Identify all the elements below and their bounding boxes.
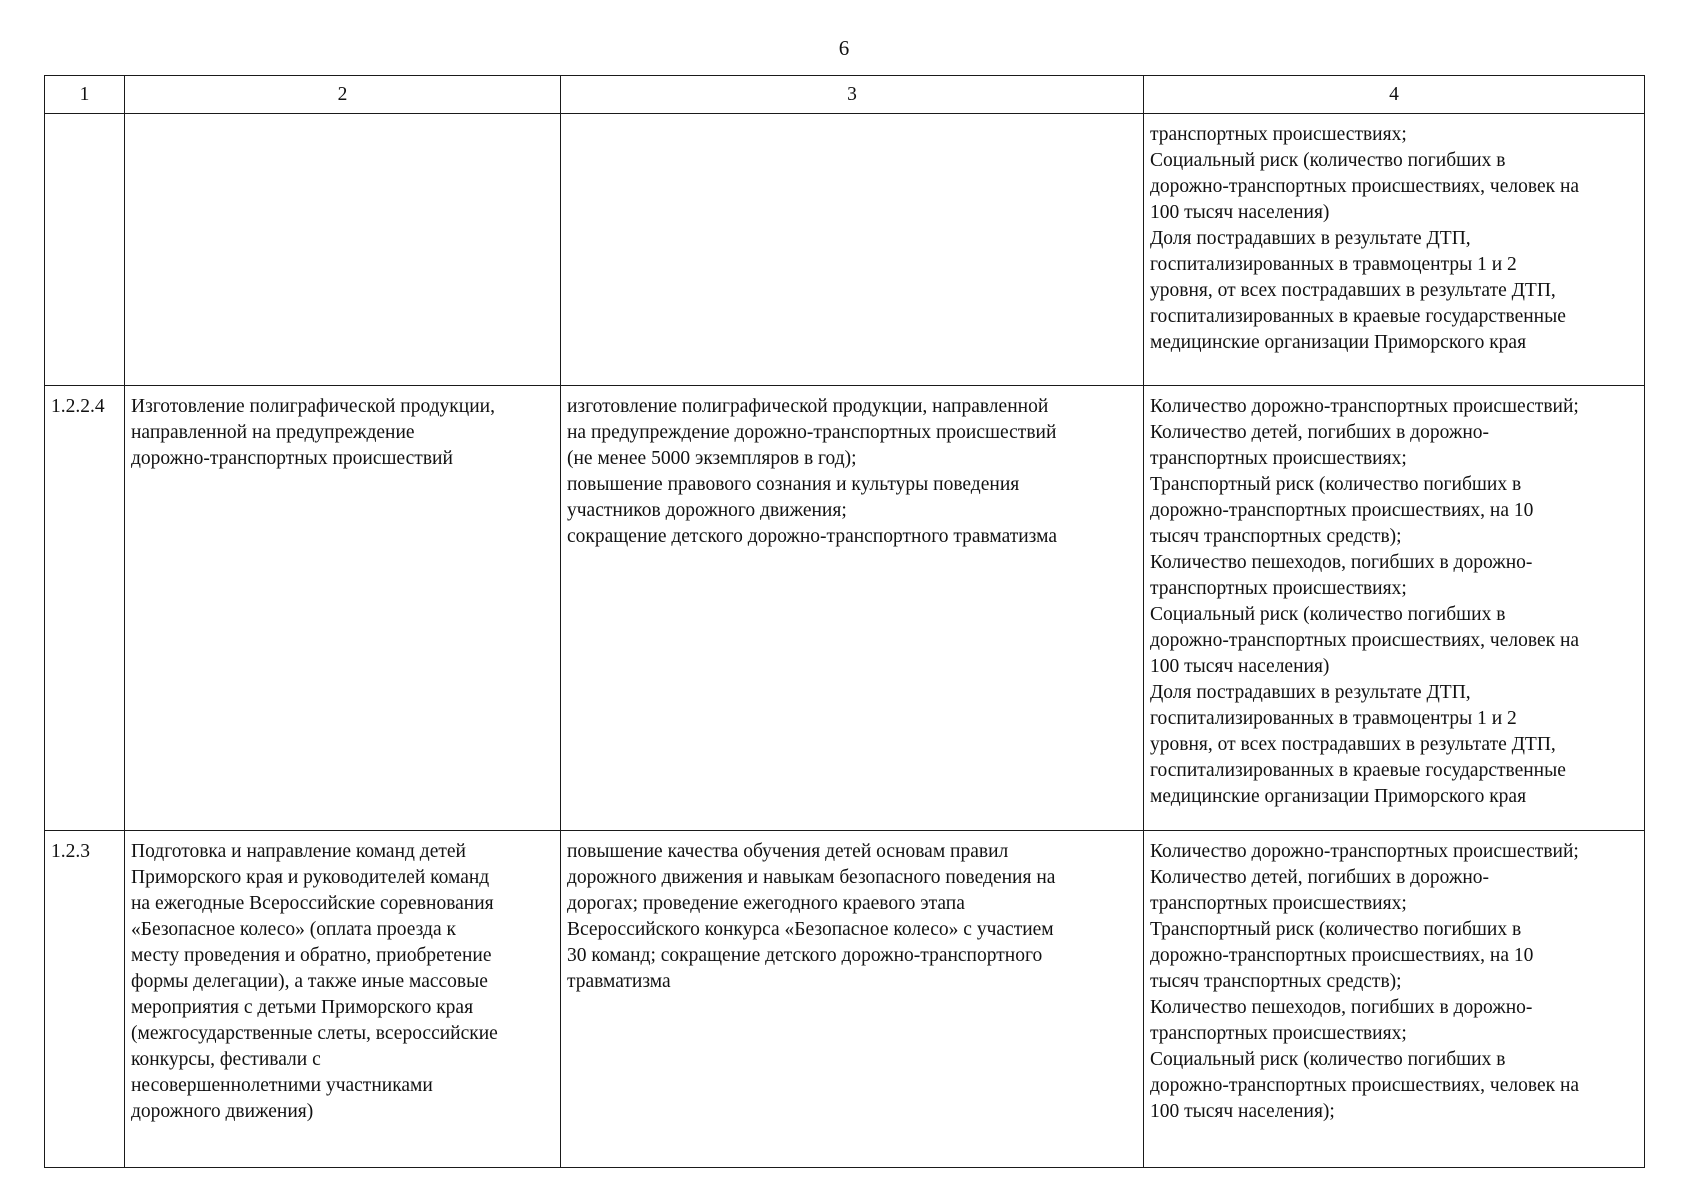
cell-text-line: транспортных происшествиях;	[1150, 1023, 1407, 1044]
cell-text-line: участников дорожного движения;	[567, 500, 847, 521]
table-header-row	[45, 76, 1645, 114]
cell-text-line: сокращение детского дорожно-транспортного травматизма	[567, 526, 1057, 547]
cell-text-line: изготовление полиграфической продукции, направленной	[567, 396, 1049, 417]
column-header-3: 3	[561, 76, 1144, 114]
cell-activity	[125, 386, 561, 831]
cell-text-line: дорожно-транспортных происшествиях, на 10	[1150, 500, 1534, 521]
cell-text-line: Транспортный риск (количество погибших в	[1150, 919, 1522, 940]
cell-text-line: транспортных происшествиях;	[1150, 893, 1407, 914]
table-row	[45, 831, 1645, 1168]
cell-text-line: дорожно-транспортных происшествиях, человек на	[1150, 176, 1580, 197]
cell-text-line: уровня, от всех пострадавших в результате ДТП,	[1150, 734, 1556, 755]
cell-text-line: (не менее 5000 экземпляров в год);	[567, 448, 857, 469]
cell-text-line: госпитализированных в травмоцентры 1 и 2	[1150, 708, 1517, 729]
cell-text-line: Доля пострадавших в результате ДТП,	[1150, 682, 1471, 703]
cell-result	[561, 386, 1144, 831]
cell-text-line: транспортных происшествиях;	[1150, 124, 1407, 145]
cell-activity	[125, 831, 561, 1168]
cell-activity	[125, 114, 561, 386]
cell-text-line: мероприятия с детьми Приморского края	[131, 997, 474, 1018]
cell-text-line: Приморского края и руководителей команд	[131, 867, 490, 888]
cell-text-line: медицинские организации Приморского края	[1150, 786, 1527, 807]
column-header-2: 2	[125, 76, 561, 114]
page-number: 6	[838, 36, 850, 60]
program-activities-table	[44, 75, 1645, 1168]
cell-indicators	[1144, 386, 1645, 831]
cell-text-line: Количество пешеходов, погибших в дорожно-	[1150, 997, 1533, 1018]
cell-text-line: формы делегации), а также иные массовые	[131, 971, 488, 992]
cell-text-line: конкурсы, фестивали с	[131, 1049, 321, 1070]
cell-result	[561, 114, 1144, 386]
cell-number	[45, 831, 125, 1168]
cell-text-line: тысяч транспортных средств);	[1150, 526, 1402, 547]
cell-text-line: Социальный риск (количество погибших в	[1150, 1049, 1506, 1070]
cell-text-line: транспортных происшествиях;	[1150, 578, 1407, 599]
cell-text-line: 100 тысяч населения)	[1150, 656, 1330, 677]
cell-text-line: Подготовка и направление команд детей	[131, 841, 466, 862]
cell-text-line: 100 тысяч населения)	[1150, 202, 1330, 223]
cell-result	[561, 831, 1144, 1168]
cell-text-line: медицинские организации Приморского края	[1150, 332, 1527, 353]
cell-text-line: (межгосударственные слеты, всероссийские	[131, 1023, 498, 1044]
cell-text-line: Количество детей, погибших в дорожно-	[1150, 867, 1489, 888]
column-header-4: 4	[1144, 76, 1645, 114]
cell-text-line: Изготовление полиграфической продукции,	[131, 396, 495, 417]
cell-text-line: госпитализированных в травмоцентры 1 и 2	[1150, 254, 1517, 275]
cell-text-line: 1.2.3	[51, 841, 90, 862]
cell-text-line: травматизма	[567, 971, 671, 992]
cell-text-line: дорожно-транспортных происшествиях, на 10	[1150, 945, 1534, 966]
cell-text-line: Количество дорожно-транспортных происшествий;	[1150, 841, 1579, 862]
cell-number	[45, 114, 125, 386]
table-row	[45, 386, 1645, 831]
cell-text-line: 1.2.2.4	[51, 396, 105, 417]
cell-text-line: Доля пострадавших в результате ДТП,	[1150, 228, 1471, 249]
cell-text-line: дорожно-транспортных происшествиях, человек на	[1150, 1075, 1580, 1096]
cell-text-line: повышение правового сознания и культуры поведения	[567, 474, 1020, 495]
cell-indicators	[1144, 831, 1645, 1168]
cell-text-line: дорожного движения и навыкам безопасного поведения на	[567, 867, 1056, 888]
cell-text-line: уровня, от всех пострадавших в результате ДТП,	[1150, 280, 1556, 301]
cell-text-line: на ежегодные Всероссийские соревнования	[131, 893, 494, 914]
cell-text-line: Количество пешеходов, погибших в дорожно-	[1150, 552, 1533, 573]
cell-text-line: 30 команд; сокращение детского дорожно-транспортного	[567, 945, 1043, 966]
cell-text-line: госпитализированных в краевые государственные	[1150, 760, 1566, 781]
cell-text-line: направленной на предупреждение	[131, 422, 415, 443]
cell-text-line: на предупреждение дорожно-транспортных происшествий	[567, 422, 1057, 443]
cell-text-line: Социальный риск (количество погибших в	[1150, 150, 1506, 171]
cell-text-line: дорожно-транспортных происшествиях, человек на	[1150, 630, 1580, 651]
column-header-1: 1	[45, 76, 125, 114]
cell-text-line: несовершеннолетними участниками	[131, 1075, 433, 1096]
cell-text-line: Количество дорожно-транспортных происшествий;	[1150, 396, 1579, 417]
cell-text-line: Всероссийского конкурса «Безопасное колесо» с участием	[567, 919, 1054, 940]
cell-indicators	[1144, 114, 1645, 386]
cell-text-line: дорожно-транспортных происшествий	[131, 448, 453, 469]
cell-text-line: тысяч транспортных средств);	[1150, 971, 1402, 992]
cell-text-line: месту проведения и обратно, приобретение	[131, 945, 492, 966]
table-row	[45, 114, 1645, 386]
cell-text-line: 100 тысяч населения);	[1150, 1101, 1335, 1122]
cell-text-line: дорожного движения)	[131, 1101, 314, 1122]
cell-number	[45, 386, 125, 831]
cell-text-line: госпитализированных в краевые государственные	[1150, 306, 1566, 327]
cell-text-line: Количество детей, погибших в дорожно-	[1150, 422, 1489, 443]
cell-text-line: дорогах; проведение ежегодного краевого этапа	[567, 893, 965, 914]
cell-text-line: «Безопасное колесо» (оплата проезда к	[131, 919, 456, 940]
cell-text-line: транспортных происшествиях;	[1150, 448, 1407, 469]
cell-text-line: Социальный риск (количество погибших в	[1150, 604, 1506, 625]
cell-text-line: повышение качества обучения детей основам правил	[567, 841, 1009, 862]
cell-text-line: Транспортный риск (количество погибших в	[1150, 474, 1522, 495]
